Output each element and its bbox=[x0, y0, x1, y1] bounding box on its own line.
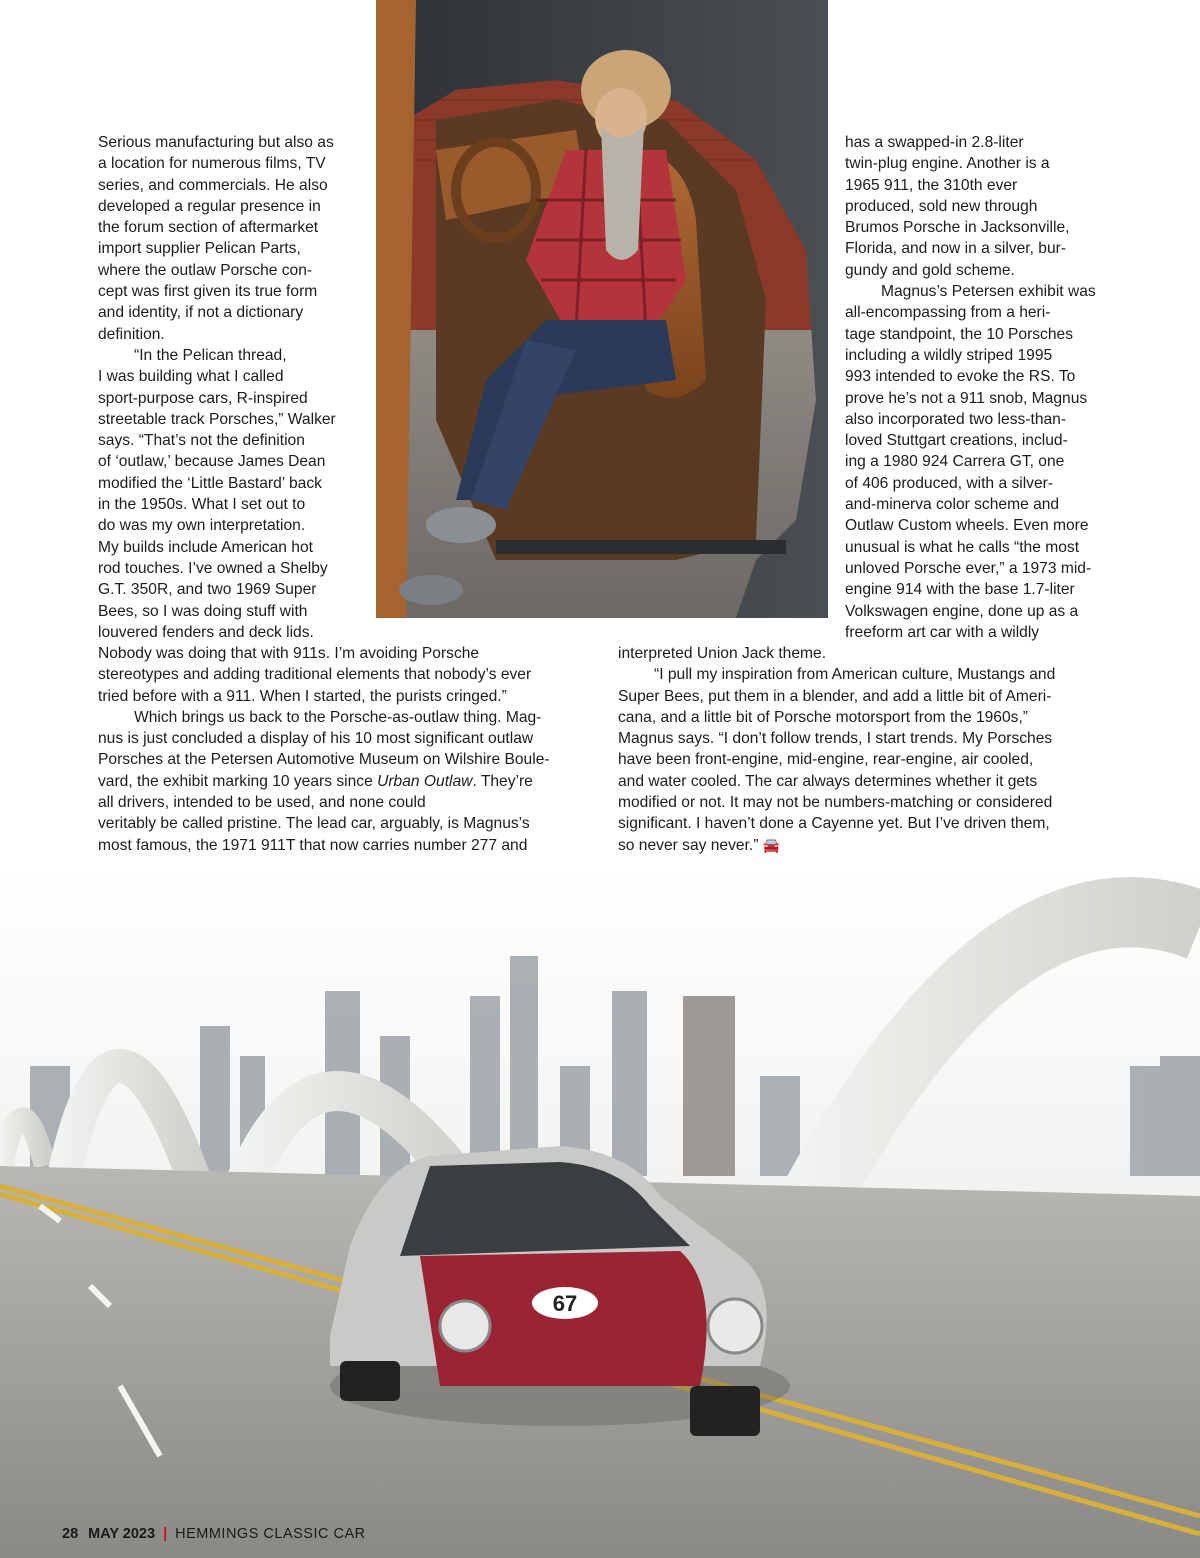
text-line: produced, sold new through bbox=[845, 197, 1038, 215]
text-line: significant. I haven’t done a Cayenne yet. But I’ve driven them, bbox=[618, 815, 1050, 833]
text-line: Which brings us back to the Porsche-as-outlaw thing. Mag- bbox=[134, 708, 542, 726]
text-fragment: vard, the exhibit marking 10 years since bbox=[98, 772, 378, 790]
photo-man-in-porsche bbox=[376, 0, 828, 618]
car-number-label: 67 bbox=[552, 1291, 578, 1316]
text-line: G.T. 350R, and two 1969 Super bbox=[98, 581, 317, 599]
text-line: the forum section of aftermarket bbox=[98, 219, 319, 237]
text-line: and-minerva color scheme and bbox=[845, 496, 1060, 514]
text-line: most famous, the 1971 911T that now carries number 277 and bbox=[98, 836, 528, 854]
photo-porsche-on-bridge bbox=[0, 866, 1200, 1558]
text-line: cana, and a little bit of Porsche motorsport from the 1960s,” bbox=[618, 708, 1028, 726]
text-line: have been front-engine, mid-engine, rear-engine, air cooled, bbox=[618, 751, 1034, 769]
text-line: do was my own interpretation. bbox=[98, 517, 306, 535]
text-line: louvered fenders and deck lids. bbox=[98, 623, 314, 641]
page-number: 28 bbox=[62, 1526, 79, 1542]
page-footer bbox=[62, 1526, 366, 1542]
text-line: developed a regular presence in bbox=[98, 197, 321, 215]
text-line: I was building what I called bbox=[98, 368, 284, 386]
text-line: 993 intended to evoke the RS. To bbox=[845, 368, 1076, 386]
text-line: Magnus’s Petersen exhibit was bbox=[881, 283, 1096, 301]
text-line: veritably be called pristine. The lead car, arguably, is Magnus’s bbox=[98, 815, 530, 833]
text-line: modified or not. It may not be numbers-matching or considered bbox=[618, 794, 1053, 812]
end-mark-icon: 🚘 bbox=[762, 836, 781, 853]
text-line: unusual is what he calls “the most bbox=[845, 538, 1080, 556]
text-line: Porsches at the Petersen Automotive Museum on Wilshire Boule- bbox=[98, 751, 550, 769]
text-line: a location for numerous films, TV bbox=[98, 155, 326, 173]
text-line: and identity, if not a dictionary bbox=[98, 304, 304, 322]
text-line: freeform art car with a wildly bbox=[845, 623, 1040, 641]
book-title: Urban Outlaw bbox=[377, 772, 473, 790]
text-line: tage standpoint, the 10 Porsches bbox=[845, 325, 1073, 343]
text-line: Serious manufacturing but also as bbox=[98, 134, 334, 151]
text-line: Bees, so I was doing stuff with bbox=[98, 602, 308, 620]
text-line: “I pull my inspiration from American culture, Mustangs and bbox=[654, 666, 1056, 684]
text-line: of 406 produced, with a silver- bbox=[845, 474, 1054, 492]
article-column-left-wide bbox=[98, 643, 598, 856]
text-line: gundy and gold scheme. bbox=[845, 261, 1015, 279]
text-fragment: so never say never.” bbox=[618, 836, 763, 854]
text-line: modified the ‘Little Bastard’ back bbox=[98, 474, 322, 492]
text-line: nus is just concluded a display of his 10 most significant outlaw bbox=[98, 730, 534, 748]
text-line: all drivers, intended to be used, and none could bbox=[98, 794, 426, 812]
text-line: twin-plug engine. Another is a bbox=[845, 155, 1050, 173]
text-line: where the outlaw Porsche con- bbox=[98, 261, 313, 279]
text-line: interpreted Union Jack theme. bbox=[618, 645, 827, 662]
text-line: also incorporated two less-than- bbox=[845, 410, 1067, 428]
article-column-right bbox=[845, 132, 1125, 643]
text-line: unloved Porsche ever,” a 1973 mid- bbox=[845, 559, 1092, 577]
magazine-name: HEMMINGS CLASSIC CAR bbox=[175, 1526, 366, 1542]
text-line: of ‘outlaw,’ because James Dean bbox=[98, 453, 326, 471]
text-line: and water cooled. The car always determines whether it gets bbox=[618, 772, 1038, 790]
text-line: in the 1950s. What I set out to bbox=[98, 496, 306, 514]
text-line: streetable track Porsches,” Walker bbox=[98, 410, 336, 428]
text-line: tried before with a 911. When I started, the purists cringed.” bbox=[98, 687, 507, 705]
text-line: sport-purpose cars, R-inspired bbox=[98, 389, 308, 407]
text-line: loved Stuttgart creations, includ- bbox=[845, 432, 1068, 450]
text-line: cept was first given its true form bbox=[98, 283, 318, 301]
text-line: stereotypes and adding traditional elements that nobody’s ever bbox=[98, 666, 532, 684]
text-line: definition. bbox=[98, 325, 165, 343]
text-line: Nobody was doing that with 911s. I’m avoiding Porsche bbox=[98, 645, 480, 662]
text-line: “In the Pelican thread, bbox=[134, 346, 287, 364]
text-line: Magnus says. “I don’t follow trends, I start trends. My Porsches bbox=[618, 730, 1053, 748]
text-line: Brumos Porsche in Jacksonville, bbox=[845, 219, 1070, 237]
text-line: Florida, and now in a silver, bur- bbox=[845, 240, 1067, 258]
text-line bbox=[98, 771, 598, 792]
text-line: engine 914 with the base 1.7-liter bbox=[845, 581, 1075, 599]
text-line bbox=[618, 835, 1138, 856]
text-line: rod touches. I’ve owned a Shelby bbox=[98, 559, 328, 577]
article-column-left bbox=[98, 132, 368, 643]
text-line: has a swapped-in 2.8-liter bbox=[845, 134, 1024, 151]
text-line: Super Bees, put them in a blender, and add a little bit of Ameri- bbox=[618, 687, 1052, 705]
footer-separator: | bbox=[163, 1526, 168, 1542]
article-column-right-wide bbox=[618, 643, 1138, 856]
text-line: all-encompassing from a heri- bbox=[845, 304, 1051, 322]
text-line: including a wildly striped 1995 bbox=[845, 346, 1053, 364]
text-line: Outlaw Custom wheels. Even more bbox=[845, 517, 1089, 535]
text-line: ing a 1980 924 Carrera GT, one bbox=[845, 453, 1065, 471]
text-line: Volkswagen engine, done up as a bbox=[845, 602, 1079, 620]
text-line: 1965 911, the 310th ever bbox=[845, 176, 1018, 194]
text-line: says. “That’s not the definition bbox=[98, 432, 305, 450]
text-line: series, and commercials. He also bbox=[98, 176, 328, 194]
text-line: My builds include American hot bbox=[98, 538, 313, 556]
text-line: import supplier Pelican Parts, bbox=[98, 240, 301, 258]
text-fragment: . They’re bbox=[472, 772, 533, 790]
text-line: prove he’s not a 911 snob, Magnus bbox=[845, 389, 1088, 407]
issue-date: MAY 2023 bbox=[88, 1526, 156, 1542]
